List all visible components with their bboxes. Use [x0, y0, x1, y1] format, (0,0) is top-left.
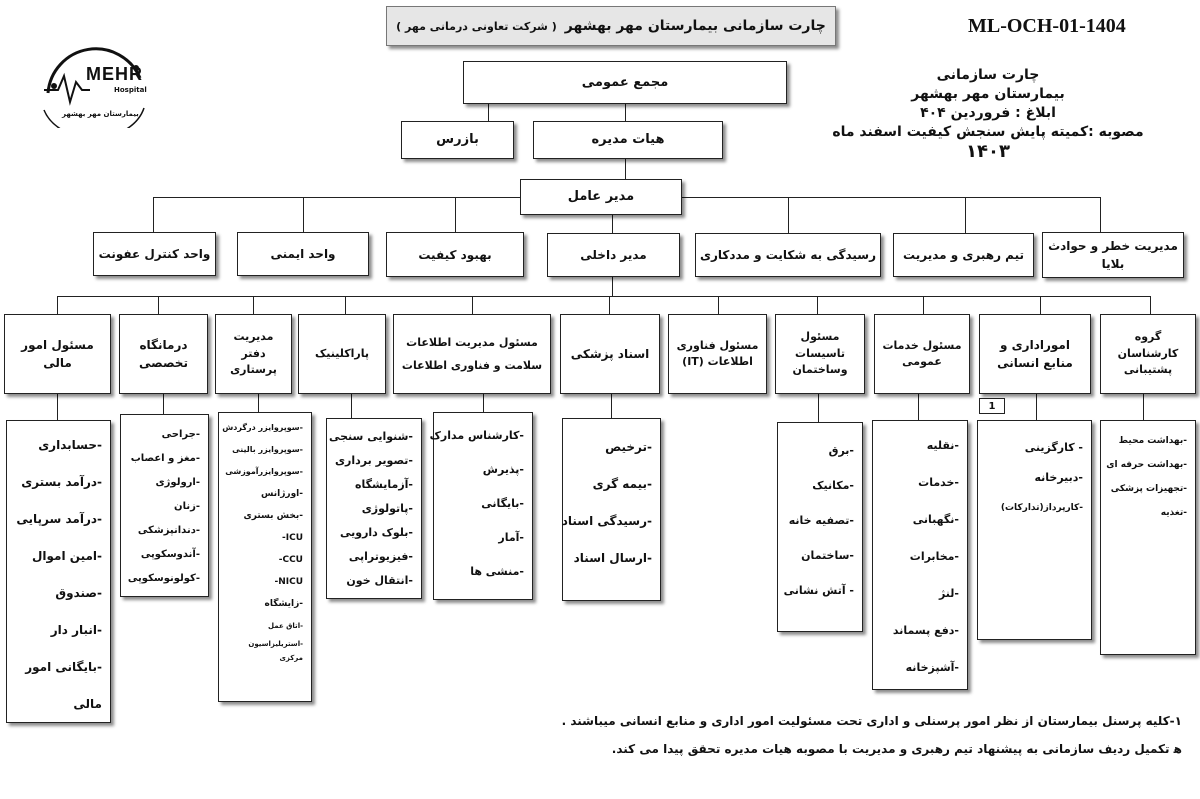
list-item: -آشپزخانه [905, 661, 959, 674]
list-facilities [777, 422, 863, 632]
list-item: -پاتولوژی [361, 502, 413, 515]
logo-subtext: Hospital [114, 86, 147, 94]
node-general-assembly: مجمع عمومی [463, 61, 787, 104]
list-item: -جراحی [161, 429, 200, 440]
footnote-2: ﻫ تکمیل ردیف سازمانی به پیشنهاد تیم رهبری و مدیریت با مصوبه هیات مدیره تحقق پیدا می کند. [611, 742, 1182, 756]
list-item: NICU- [274, 577, 303, 587]
list-item: -لنژ [938, 587, 959, 600]
list-item: -آزمایشگاه [355, 478, 413, 491]
node-complaints-social-work: رسیدگی به شکایت و مددکاری [695, 233, 881, 277]
list-item: -اورژانس [261, 489, 303, 499]
node-infection-control: واحد کنترل عفونت [93, 232, 216, 276]
list-item: -اتاق عمل [268, 622, 303, 630]
list-item: -سوپروایزر بالینی [232, 445, 303, 454]
list-item: -زایشگاه [264, 599, 303, 609]
chart-title: چارت سازمانی بیمارستان مهر بهشهر [564, 18, 826, 34]
list-item: -برق [828, 444, 854, 457]
node-ceo: مدیر عامل [520, 179, 682, 215]
logo-text: MEHR [86, 64, 143, 84]
list-item: -دندانپزشکی [137, 525, 200, 536]
dept-admin-hr-badge: 1 [979, 398, 1005, 414]
list-item: -امین اموال [32, 549, 102, 563]
dept-general-services: مسئول خدمات عمومی [874, 314, 970, 394]
list-item: -درآمد بستری [21, 475, 102, 489]
list-item: -سوپروایزرآموزشی [225, 467, 303, 476]
list-item: -بهداشت محیط [1118, 436, 1187, 446]
info-line4: مصوبه :کمیته پایش سنجش کیفیت اسفند ماه [832, 124, 1144, 140]
chart-subtitle: ( شرکت تعاونی درمانی مهر ) [396, 19, 557, 33]
list-item: - آتش نشانی [783, 584, 854, 597]
list-item: -زنان [174, 501, 200, 512]
node-inspector: بازرس [401, 121, 514, 159]
dept-paraclinic: پاراکلینیک [298, 314, 386, 394]
list-item: - کارگزینی [1024, 441, 1083, 454]
dept-medical-records: اسناد پزشکی [560, 314, 660, 394]
chart-info [828, 66, 1148, 161]
list-item: -انتقال خون [346, 574, 413, 587]
list-item: -دفع پسماند [892, 624, 959, 637]
node-quality-improvement: بهبود کیفیت [386, 232, 524, 277]
title-banner [386, 6, 836, 46]
list-item: -آمار [498, 531, 524, 544]
list-item: -تجهیزات پزشکی [1110, 484, 1187, 494]
info-line3: ابلاغ : فروردین ۴۰۴ [920, 105, 1056, 121]
list-item: -رسیدگی اسناد [561, 514, 652, 528]
list-item: -تغذیه [1160, 508, 1187, 518]
dept-finance: مسئول امور مالی [4, 314, 111, 394]
list-item: -بایگانی [481, 497, 524, 510]
dept-support-experts: گروه کارشناسان پشتیبانی [1100, 314, 1196, 394]
list-item: -بیمه گری [592, 477, 652, 491]
logo-fa-text: بیمارستان مهر بهشهر [62, 110, 139, 118]
list-item: -مخابرات [909, 550, 959, 563]
list-item: -ارولوژی [155, 477, 200, 488]
list-item: -شنوایی سنجی [329, 430, 413, 443]
list-health-info-management [429, 412, 533, 600]
node-board: هیات مدیره [533, 121, 723, 159]
list-admin-hr [977, 420, 1092, 640]
list-item: -حسابداری [38, 438, 102, 452]
info-line2: بیمارستان مهر بهشهر [911, 86, 1065, 102]
hospital-logo [40, 38, 150, 128]
list-item: -صندوق [55, 586, 102, 600]
info-line1: چارت سازمانی [936, 67, 1040, 83]
node-internal-manager: مدیر داخلی [547, 233, 680, 277]
list-item: -ارسال اسناد [573, 551, 652, 565]
list-general-services [872, 420, 968, 690]
list-item: -نگهبانی [912, 513, 959, 526]
list-item: -کولونوسکوپی [127, 573, 200, 584]
document-code: ML-OCH-01-1404 [968, 15, 1126, 37]
list-item: -بلوک دارویی [339, 526, 413, 539]
footnote-1: ۱-کلیه پرسنل بیمارستان از نظر امور پرسنلی و اداری تحت مسئولیت امور اداری و منابع انسانی میباشند . [561, 714, 1182, 728]
info-line5: ۱۴۰۳ [966, 141, 1010, 162]
list-item: -کارشناس مدارک [429, 429, 524, 442]
list-item: -نقلیه [926, 439, 959, 452]
list-item: -مغز و اعصاب [130, 453, 200, 464]
dept-health-info-management: مسئول مدیریت اطلاعات سلامت و فناوری اطلاعات [393, 314, 551, 394]
dept-specialty-clinic: درمانگاه تخصصی [119, 314, 208, 394]
list-finance [6, 420, 111, 723]
list-paraclinic [326, 418, 422, 599]
list-specialty-clinic [120, 414, 209, 597]
list-nursing-office [218, 412, 312, 702]
list-item: -استریلیزاسیون مرکزی [248, 640, 303, 662]
list-item: -تصفیه خانه [788, 514, 854, 527]
list-item: -ساختمان [801, 549, 854, 562]
node-disaster-risk: مدیریت خطر و حوادث بلایا [1042, 232, 1184, 278]
node-leadership-team: تیم رهبری و مدیریت [893, 233, 1034, 277]
list-item: -آندوسکوپی [140, 549, 200, 560]
list-item: -خدمات [918, 476, 959, 489]
dept-admin-hr: اموراداری و منابع انسانی [979, 314, 1091, 394]
list-item: -کارپرداز(تدارکات) [1000, 503, 1083, 513]
node-safety-unit: واحد ایمنی [237, 232, 369, 276]
list-item: -فیزیوتراپی [348, 550, 413, 563]
list-support-experts [1100, 420, 1196, 655]
list-item: -بخش بستری [243, 511, 303, 521]
list-item: -بایگانی امور مالی [25, 660, 102, 711]
list-item: -منشی ها [470, 565, 524, 578]
list-item: -سوپروایزر درگردش [222, 423, 303, 432]
list-item: -درآمد سرپایی [16, 512, 102, 526]
list-item: ICU- [281, 533, 303, 543]
list-item: -بهداشت حرفه ای [1106, 460, 1187, 470]
list-item: -انبار دار [50, 623, 102, 637]
list-item: -مکانیک [812, 479, 854, 492]
list-item: CCU- [278, 555, 303, 565]
list-item: -ترخیص [605, 440, 652, 454]
dept-facilities: مسئول تاسیسات وساختمان [775, 314, 865, 394]
list-medical-records [562, 418, 661, 601]
dept-nursing-office: مدیریت دفتر پرستاری [215, 314, 292, 394]
dept-it: مسئول فناوری اطلاعات (IT) [668, 314, 767, 394]
list-item: -پذیرش [482, 463, 524, 476]
list-item: -دبیرخانه [1034, 471, 1083, 484]
list-item: -تصویر برداری [334, 454, 413, 467]
